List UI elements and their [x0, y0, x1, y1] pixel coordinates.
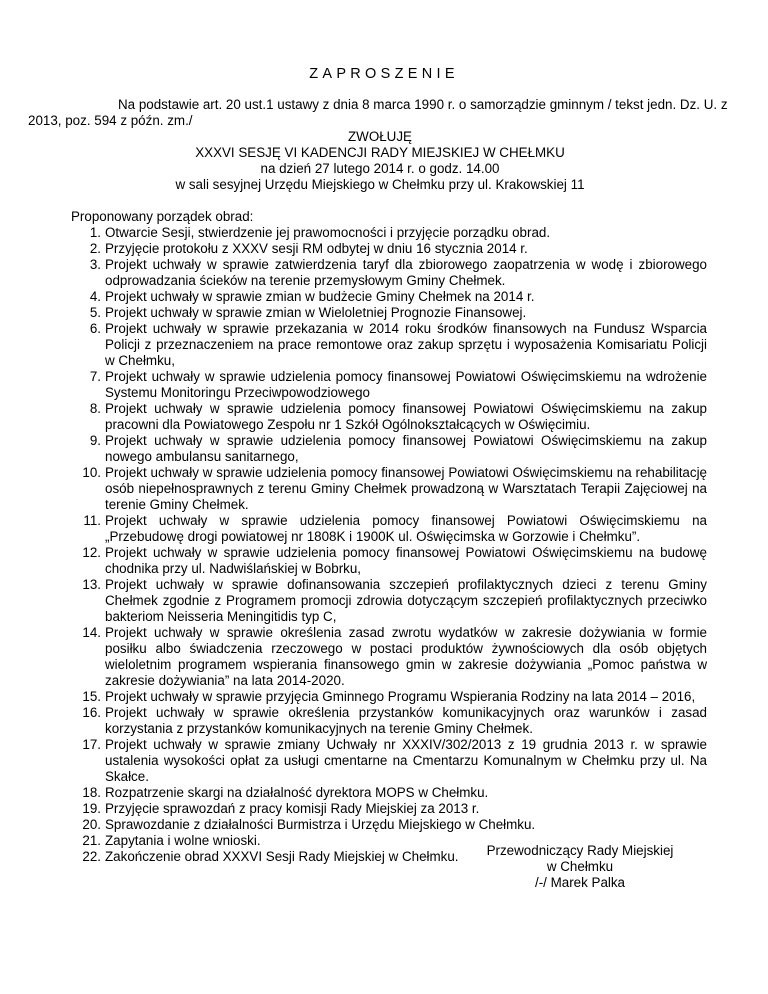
agenda-item-number: 18.: [82, 785, 101, 800]
signature-place: w Chełmku: [546, 859, 614, 874]
agenda-item: [71, 369, 707, 401]
agenda-item-number: 14.: [82, 625, 101, 640]
agenda-item-number: 4.: [89, 289, 101, 304]
legal-basis-text: Na podstawie art. 20 ust.1 ustawy z dnia 8 marca 1990 r. o samorządzie gminnym / tekst jedn. Dz. U. z 2013, poz. 594 z późn. zm./: [28, 97, 728, 128]
agenda-item: [71, 801, 707, 817]
agenda-item-number: 9.: [89, 433, 101, 448]
legal-basis: [28, 97, 728, 129]
session-name-line: XXXVI SESJĘ VI KADENCJI RADY MIEJSKIEJ W CHEŁMKU: [195, 145, 565, 160]
agenda-item-number: 10.: [82, 465, 101, 480]
agenda-item: [71, 785, 707, 801]
agenda-item: [71, 241, 707, 257]
agenda-item-number: 11.: [83, 513, 101, 528]
agenda-item-text: Przyjęcie protokołu z XXXV sesji RM odbytej w dniu 16 stycznia 2014 r.: [105, 241, 528, 256]
agenda-item-number: 1.: [89, 225, 101, 240]
agenda-item: [71, 817, 707, 833]
session-date-line: na dzień 27 lutego 2014 r. o godz. 14.00: [260, 161, 500, 176]
agenda-item: [71, 433, 707, 465]
agenda-item-text: Projekt uchwały w sprawie przekazania w 2014 roku środków finansowych na Fundusz Wsparcia Policji z przeznaczeniem na prace remontowe oraz zakup sprzętu i wyposażenia Komisariatu Policji w Chełmku,: [105, 321, 707, 368]
agenda-item-number: 15.: [82, 689, 101, 704]
agenda-item: [71, 689, 707, 705]
signature-role: Przewodniczący Rady Miejskiej: [486, 843, 674, 858]
agenda-item-text: Projekt uchwały w sprawie udzielenia pomocy finansowej Powiatowi Oświęcimskiemu na „Przebudowę drogi powiatowej nr 1808K i 1900K ul. Oświęcimska w Gorzowie i Chełmku”.: [105, 513, 707, 544]
agenda-item: [71, 625, 707, 689]
agenda-item-number: 16.: [82, 705, 101, 720]
agenda-item-text: Projekt uchwały w sprawie udzielenia pomocy finansowej Powiatowi Oświęcimskiemu na wdrożenie Systemu Monitoringu Przeciwpowodziowego: [105, 369, 707, 400]
agenda-item-text: Projekt uchwały w sprawie zmian w Wieloletniej Prognozie Finansowej.: [105, 305, 527, 320]
agenda-item-text: Otwarcie Sesji, stwierdzenie jej prawomocności i przyjęcie porządku obrad.: [105, 225, 551, 240]
agenda-item-number: 5.: [89, 305, 101, 320]
agenda-item-number: 2.: [89, 241, 101, 256]
signature-block: [450, 843, 710, 891]
agenda-item-text: Projekt uchwały w sprawie udzielenia pomocy finansowej Powiatowi Oświęcimskiemu na rehabilitację osób niepełnosprawnych z terenu Gminy Chełmek prowadzoną w Warsztatach Terapii Zajęciowej na terenie Gminy Chełmek.: [105, 465, 707, 512]
agenda-item: [71, 513, 707, 545]
document-title: ZAPROSZENIE: [309, 66, 459, 82]
agenda-item-number: 6.: [89, 321, 101, 336]
agenda-item-text: Zakończenie obrad XXXVI Sesji Rady Miejskiej w Chełmku.: [105, 849, 459, 864]
session-place-line: w sali sesyjnej Urzędu Miejskiego w Chełmku przy ul. Krakowskiej 11: [175, 177, 585, 192]
agenda-item-number: 19.: [82, 801, 101, 816]
agenda-item-text: Projekt uchwały w sprawie zatwierdzenia taryf dla zbiorowego zaopatrzenia w wodę i zbiorowego odprowadzania ścieków na terenie przemysłowym Gminy Chełmek.: [105, 257, 707, 288]
agenda-item-number: 7.: [89, 369, 101, 384]
agenda-item: [71, 737, 707, 785]
agenda-item-number: 13.: [82, 577, 101, 592]
agenda-title: Proponowany porządek obrad:: [71, 209, 254, 224]
agenda-item-text: Projekt uchwały w sprawie zmian w budżecie Gminy Chełmek na 2014 r.: [105, 289, 535, 304]
convene-line: ZWOŁUJĘ: [348, 129, 412, 144]
agenda-item: [71, 401, 707, 433]
agenda-item: [71, 705, 707, 737]
agenda-item: [71, 305, 707, 321]
agenda-item: [71, 257, 707, 289]
agenda-item-number: 8.: [89, 401, 101, 416]
agenda-item-number: 3.: [89, 257, 101, 272]
agenda-item-number: 20.: [82, 817, 101, 832]
session-header: [80, 129, 680, 193]
agenda-item-text: Projekt uchwały w sprawie zmiany Uchwały nr XXXIV/302/2013 z 19 grudnia 2013 r. w sprawie ustalenia wysokości opłat za usługi cmentarne na Cmentarzu Komunalnym w Chełmku przy ul. Na Skałce.: [105, 737, 707, 784]
agenda-item-text: Zapytania i wolne wnioski.: [105, 833, 261, 848]
agenda-list: [71, 225, 707, 865]
agenda-item-text: Projekt uchwały w sprawie udzielenia pomocy finansowej Powiatowi Oświęcimskiemu na budowę chodnika przy ul. Nadwiślańskiej w Bobrku,: [105, 545, 707, 576]
agenda-item-number: 21.: [82, 833, 101, 848]
agenda-item-text: Projekt uchwały w sprawie dofinansowania szczepień profilaktycznych dzieci z terenu Gminy Chełmek zgodnie z Programem promocji zdrowia dotyczącym szczepień profilaktycznych przeciwko bakteriom Neisseria Meningitidis typ C,: [105, 577, 707, 624]
agenda-item-text: Projekt uchwały w sprawie udzielenia pomocy finansowej Powiatowi Oświęcimskiemu na zakup nowego ambulansu sanitarnego,: [105, 433, 707, 464]
signature-name: /-/ Marek Palka: [534, 875, 626, 890]
agenda-item-text: Projekt uchwały w sprawie udzielenia pomocy finansowej Powiatowi Oświęcimskiemu na zakup pracowni dla Powiatowego Zespołu nr 1 Szkół Ogólnokształcących w Oświęcimiu.: [105, 401, 707, 432]
agenda-item-number: 12.: [82, 545, 101, 560]
agenda-item-text: Projekt uchwały w sprawie przyjęcia Gminnego Programu Wspierania Rodziny na lata 2014 – 2016,: [105, 689, 696, 704]
agenda-item-number: 17.: [82, 737, 101, 752]
agenda-item-text: Rozpatrzenie skargi na działalność dyrektora MOPS w Chełmku.: [105, 785, 489, 800]
agenda-item: [71, 289, 707, 305]
agenda-item-number: 22.: [82, 849, 101, 864]
agenda-item-text: Projekt uchwały w sprawie określenia zasad zwrotu wydatków w zakresie dożywiania w formie posiłku albo świadczenia rzeczowego w postaci produktów żywnościowych dla osób objętych wieloletnim programem wspierania finansowego gmin w zakresie dożywiania „Pomoc państwa w zakresie dożywiania” na lata 2014-2020.: [105, 625, 707, 688]
agenda-item: [71, 321, 707, 369]
agenda-item-text: Sprawozdanie z działalności Burmistrza i Urzędu Miejskiego w Chełmku.: [105, 817, 536, 832]
agenda-item: [71, 225, 707, 241]
agenda-item: [71, 465, 707, 513]
agenda-item: [71, 545, 707, 577]
agenda-item-text: Przyjęcie sprawozdań z pracy komisji Rady Miejskiej za 2013 r.: [105, 801, 480, 816]
agenda-item: [71, 577, 707, 625]
agenda-item-text: Projekt uchwały w sprawie określenia przystanków komunikacyjnych oraz warunków i zasad korzystania z przystanków komunikacyjnych na terenie Gminy Chełmek.: [105, 705, 707, 736]
